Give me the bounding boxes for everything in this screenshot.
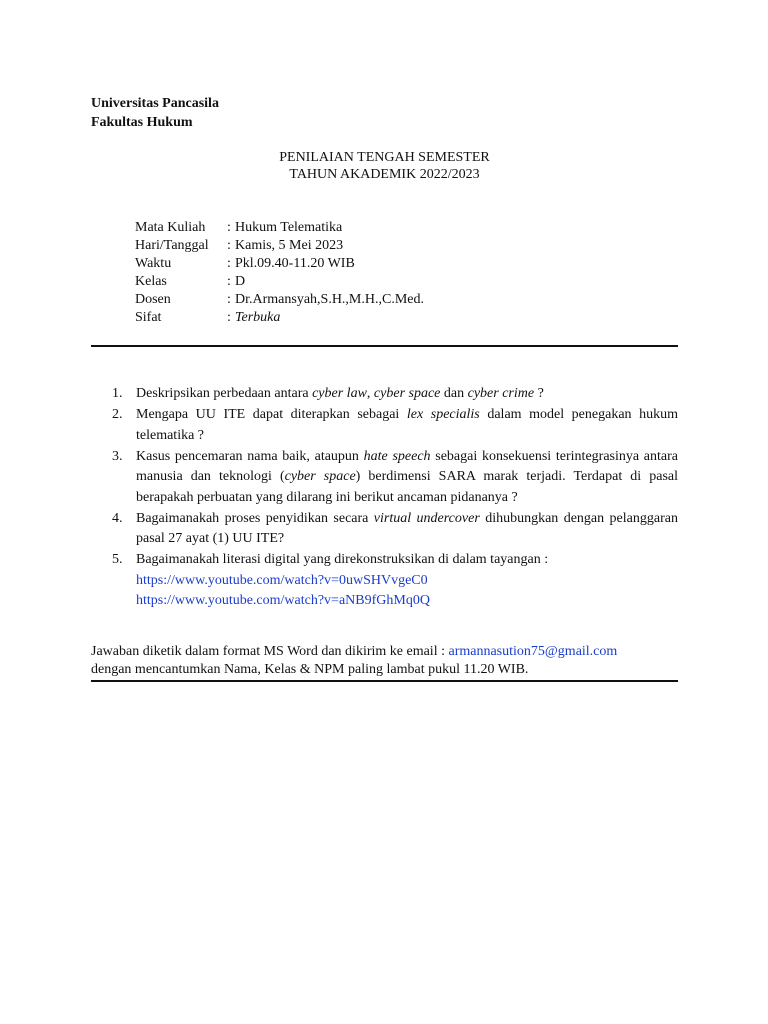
question-term: lex specialis [406, 407, 480, 422]
info-label: Waktu [135, 256, 172, 271]
info-label: Kelas [135, 274, 167, 289]
email-link[interactable]: armannasution75@gmail.com [448, 644, 618, 659]
question-term: cyber space [284, 469, 356, 484]
info-value: Hukum Telematika [235, 220, 343, 235]
question-term: cyber law [312, 386, 367, 401]
question-list [91, 384, 678, 612]
info-value: Kamis, 5 Mei 2023 [235, 238, 344, 253]
question-number: 5. [112, 552, 123, 567]
question-term: virtual undercover [373, 510, 480, 526]
question-text: Bagaimanakah literasi digital yang direkonstruksikan di dalam tayangan : [136, 552, 549, 567]
question-text: ? [534, 386, 544, 401]
question-term: hate speech [363, 448, 431, 464]
video-link-1[interactable]: https://www.youtube.com/watch?v=0uwSHVvgeC0 [136, 572, 428, 588]
question-text: Mengapa UU ITE dapat diterapkan sebagai [136, 407, 407, 422]
info-separator: : [227, 238, 231, 253]
question-term: cyber crime [467, 386, 535, 401]
info-value: D [235, 274, 246, 289]
question-text: ) berdimensi SARA marak terjadi. Terdapat di pasal berapakah perbuatan yang dilarang ini berikut ancaman pidananya ? [136, 469, 678, 505]
info-row-time [135, 255, 424, 273]
question-number: 3. [112, 448, 123, 464]
question-number: 1. [112, 386, 123, 401]
info-value: Pkl.09.40-11.20 WIB [235, 256, 355, 271]
question-item [91, 550, 678, 612]
title-line-1: PENILAIAN TENGAH SEMESTER [279, 150, 490, 165]
question-text: dan [440, 386, 468, 401]
info-row-class [135, 273, 424, 291]
question-text: Deskripsikan perbedaan antara [136, 386, 313, 401]
info-label: Sifat [135, 310, 162, 325]
question-number: 2. [112, 407, 123, 422]
info-row-date [135, 237, 424, 255]
info-row-lecturer [135, 291, 424, 309]
info-value: Dr.Armansyah,S.H.,M.H.,C.Med. [235, 292, 424, 307]
info-label: Hari/Tanggal [135, 238, 209, 253]
info-separator: : [227, 274, 231, 289]
question-text: dihubungkan dengan pelanggaran pasal 27 ayat (1) UU ITE? [136, 510, 678, 546]
question-item [91, 447, 678, 509]
info-separator: : [227, 292, 231, 307]
info-separator: : [227, 220, 231, 235]
exam-info-table [135, 219, 424, 327]
question-text: , [366, 386, 374, 401]
question-text: Bagaimanakah proses penyidikan secara [136, 510, 374, 526]
info-separator: : [227, 256, 231, 271]
document-title [91, 149, 678, 183]
question-text: sebagai konsekuensi terintegrasinya antara manusia dan teknologi ( [136, 448, 678, 484]
info-value [235, 309, 424, 327]
instructions-text: Jawaban diketik dalam format MS Word dan dikirim ke email : [91, 644, 449, 659]
divider-bottom [91, 680, 678, 682]
instructions-text-2: dengan mencantumkan Nama, Kelas & NPM paling lambat pukul 11.20 WIB. [91, 662, 529, 677]
info-row-nature [135, 309, 424, 327]
info-label: Mata Kuliah [135, 220, 206, 235]
info-separator: : [227, 310, 231, 325]
divider-top [91, 345, 678, 347]
university-name: Universitas Pancasila [91, 96, 219, 111]
submission-instructions [91, 643, 678, 679]
info-value-italic: Terbuka [235, 310, 281, 325]
video-link-2[interactable]: https://www.youtube.com/watch?v=aNB9fGhMq0Q [136, 593, 430, 608]
document-header [91, 94, 219, 132]
question-number: 4. [112, 510, 123, 526]
question-item [91, 405, 678, 446]
faculty-name: Fakultas Hukum [91, 115, 193, 130]
question-item [91, 384, 678, 405]
title-line-2: TAHUN AKADEMIK 2022/2023 [289, 167, 480, 182]
question-text: dalam model penegakan hukum telematika ? [136, 407, 678, 443]
info-row-course [135, 219, 424, 237]
question-item [91, 509, 678, 550]
info-label: Dosen [135, 292, 171, 307]
question-term: cyber space [373, 386, 441, 401]
question-text: Kasus pencemaran nama baik, ataupun [136, 448, 364, 464]
